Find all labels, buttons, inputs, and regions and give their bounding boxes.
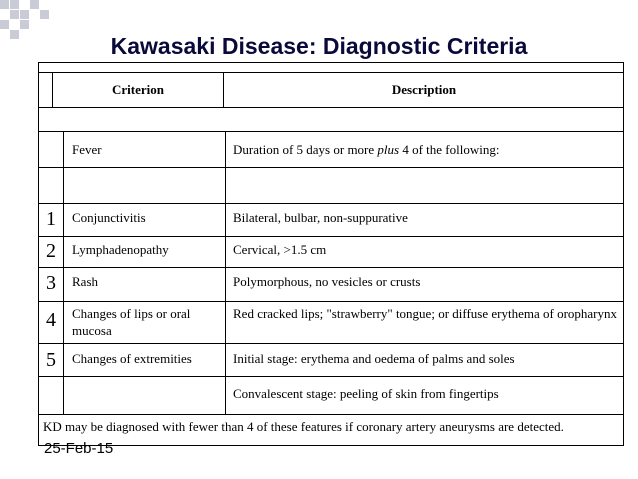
square-decor — [40, 10, 49, 19]
row-divider — [39, 72, 623, 73]
square-decor — [30, 0, 39, 9]
row-divider — [39, 131, 623, 132]
row-number: 4 — [46, 309, 56, 331]
square-decor — [10, 10, 19, 19]
square-decor — [20, 20, 29, 29]
row-divider — [39, 267, 623, 268]
fever-description-end: 4 of the following: — [399, 142, 500, 157]
row-divider — [39, 343, 623, 344]
row-description: Cervical, >1.5 cm — [233, 242, 327, 257]
row-description: Initial stage: erythema and oedema of palms and soles — [233, 351, 515, 366]
square-decor — [10, 0, 19, 9]
row-number: 2 — [46, 240, 56, 262]
col-divider — [225, 131, 226, 414]
row-divider — [39, 236, 623, 237]
row-divider — [39, 107, 623, 108]
row-criterion: Changes of extremities — [72, 351, 192, 366]
row-divider — [39, 167, 623, 168]
table-footer-note: KD may be diagnosed with fewer than 4 of these features if coronary artery aneurysms are detected. — [43, 419, 564, 434]
fever-description-start: Duration of 5 days or more — [233, 142, 378, 157]
row-number: 5 — [46, 349, 56, 371]
square-decor — [0, 0, 9, 9]
row-divider — [39, 301, 623, 302]
fever-description — [233, 141, 621, 158]
fever-criterion: Fever — [72, 142, 102, 157]
row-criterion: Conjunctivitis — [72, 210, 146, 225]
row-divider — [39, 414, 623, 415]
row-criterion: Changes of lips or oral mucosa — [72, 306, 191, 338]
slide-date: 25-Feb-15 — [44, 440, 114, 457]
row-number: 1 — [46, 208, 56, 230]
row-divider — [39, 376, 623, 377]
fever-description-italic: plus — [377, 142, 400, 157]
convalescent-description: Convalescent stage: peeling of skin from fingertips — [233, 386, 499, 401]
row-criterion: Rash — [72, 274, 98, 289]
header-criterion: Criterion — [112, 82, 164, 97]
row-criterion: Lymphadenopathy — [72, 242, 169, 257]
row-description: Polymorphous, no vesicles or crusts — [233, 274, 421, 289]
row-description: Bilateral, bulbar, non-suppurative — [233, 210, 408, 225]
row-number: 3 — [46, 272, 56, 294]
criteria-table — [38, 62, 624, 446]
col-divider — [63, 131, 64, 414]
square-decor — [0, 20, 9, 29]
row-description: Red cracked lips; "strawberry" tongue; or diffuse erythema of oropharynx — [233, 306, 618, 321]
page-title: Kawasaki Disease: Diagnostic Criteria — [110, 33, 528, 59]
header-description: Description — [391, 82, 457, 97]
square-decor — [20, 10, 29, 19]
row-divider — [39, 203, 623, 204]
